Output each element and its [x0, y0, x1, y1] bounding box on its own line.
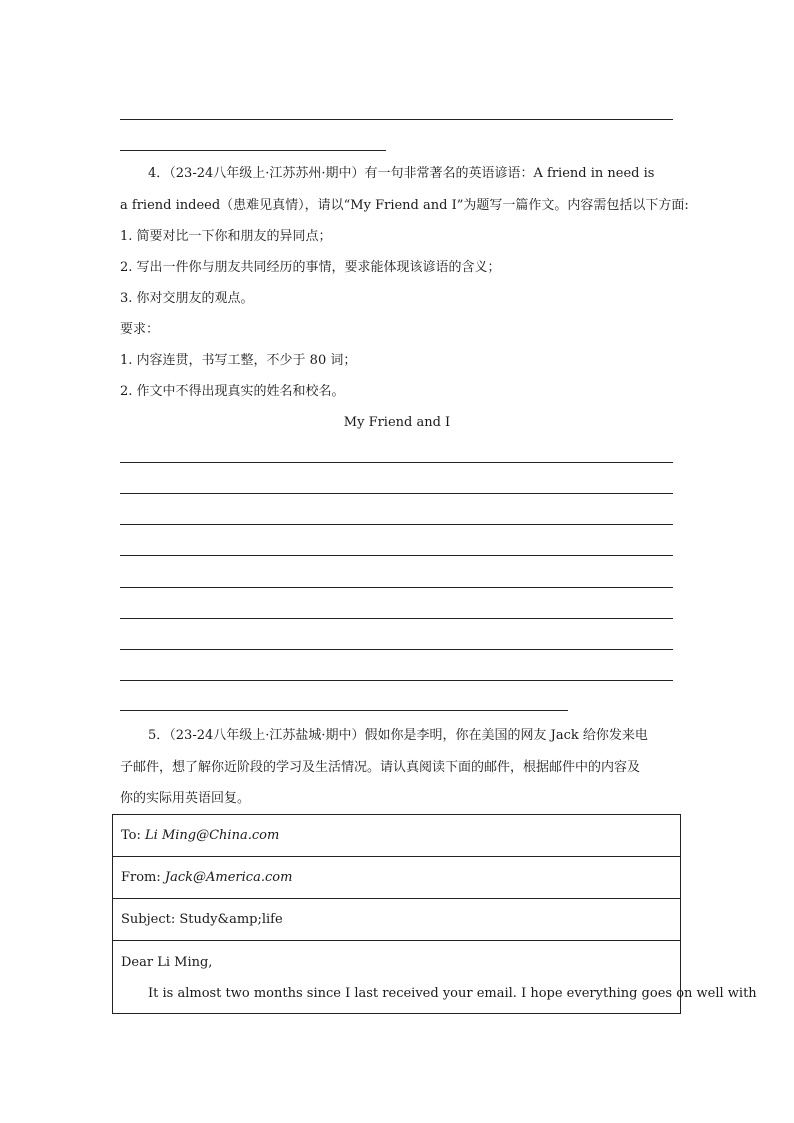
writing-line [120, 587, 673, 588]
email-body-row [113, 941, 757, 1013]
email-to-row [113, 815, 680, 857]
email-from [121, 869, 292, 887]
q4-item-3: 3. 你对交朋友的观点。 [120, 291, 254, 306]
email-greeting: Dear Li Ming, [121, 955, 213, 970]
writing-line [120, 680, 673, 681]
writing-line [120, 555, 673, 556]
q5-line-3: 你的实际用英语回复。 [120, 791, 251, 806]
q4-requirements-label: 要求： [120, 322, 160, 337]
essay-title: My Friend and I [343, 415, 451, 430]
writing-line [120, 462, 673, 463]
writing-line [120, 649, 673, 650]
email-subject: Subject: Study&amp;life [121, 912, 283, 927]
q4-requirement-2: 2. 作文中不得出现真实的姓名和校名。 [120, 384, 345, 399]
writing-line [120, 493, 673, 494]
answer-line-short [120, 150, 386, 151]
q4-line-2: a friend indeed（患难见真情），请以“My Friend and I”为题写一篇作文。内容需包括以下方面: [120, 198, 689, 213]
email-table [112, 814, 757, 1014]
email-from-label: From: [121, 870, 165, 885]
email-to-label: To: [121, 828, 146, 843]
q4-item-2: 2. 写出一件你与朋友共同经历的事情，要求能体现该谚语的含义； [120, 260, 501, 275]
writing-line [120, 618, 673, 619]
answer-line [120, 119, 673, 120]
q4-item-1: 1. 简要对比一下你和朋友的异同点； [120, 229, 332, 244]
writing-line [120, 524, 673, 525]
email-subject-row [113, 899, 680, 941]
q5-line-2: 子邮件，想了解你近阶段的学习及生活情况。请认真阅读下面的邮件，根据邮件中的内容及 [120, 760, 641, 775]
email-to-value: Li Ming@China.com [145, 828, 280, 843]
writing-line-short [120, 710, 568, 711]
q5-line-1: 5．（23-24八年级上·江苏盐城·期中）假如你是李明，你在美国的网友 Jack 给你发来电 [148, 728, 648, 743]
email-body-line-1: It is almost two months since I last received your email. I hope everything goes on well with [148, 986, 757, 1001]
q4-requirement-1: 1. 内容连贯，书写工整，不少于 80 词； [120, 353, 357, 368]
email-to [121, 827, 279, 845]
email-from-value: Jack@America.com [164, 870, 293, 885]
email-from-row [113, 857, 680, 899]
q4-line-1: 4．（23-24八年级上·江苏苏州·期中）有一句非常著名的英语谚语：A friend in need is [148, 166, 655, 181]
